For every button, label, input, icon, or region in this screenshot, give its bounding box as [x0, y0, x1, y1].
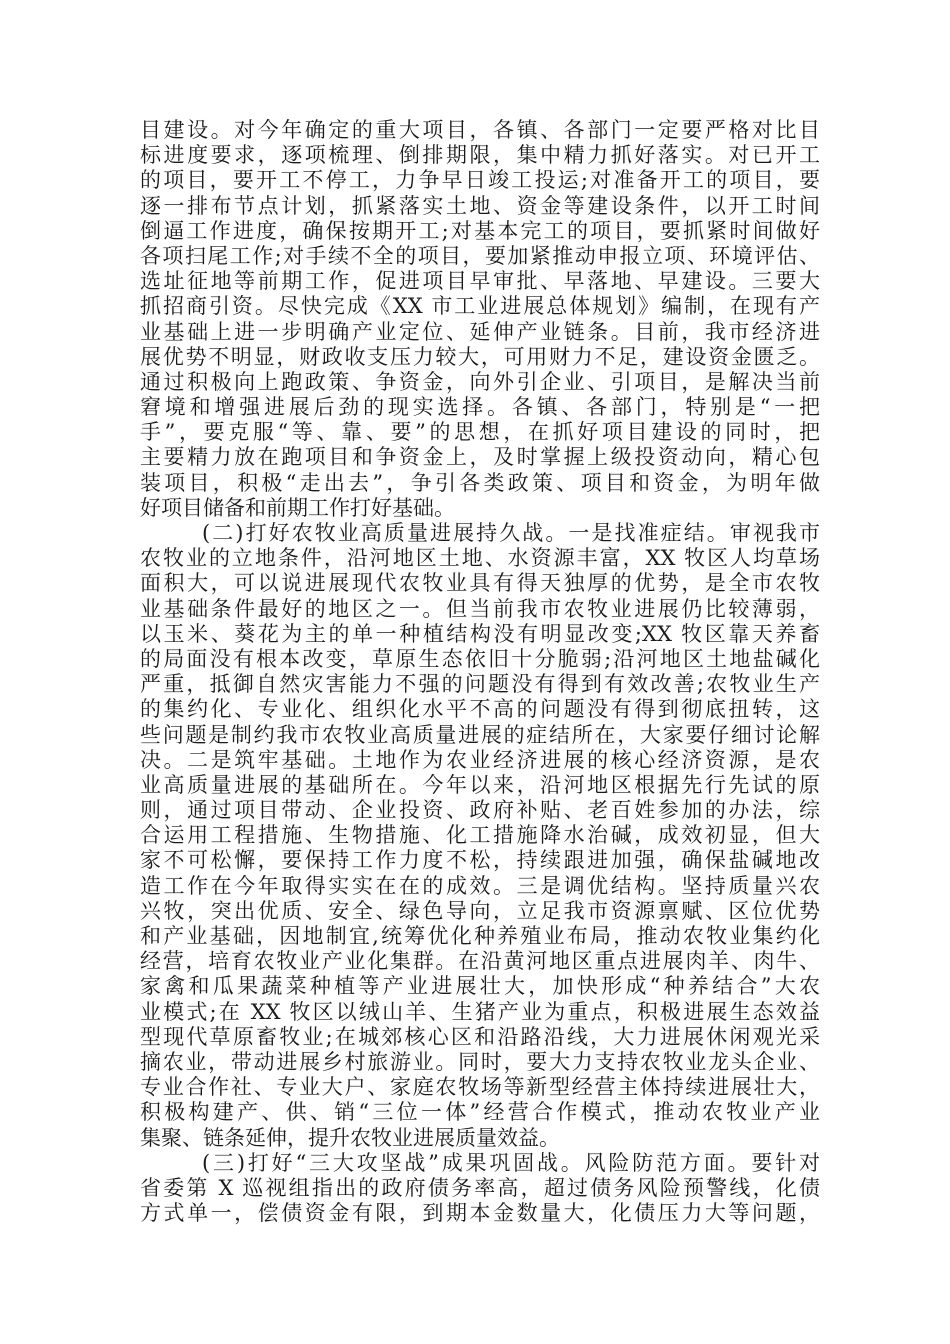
text-line: 省委第 X 巡视组指出的政府债务率高，超过债务风险预警线，化债 [140, 1175, 820, 1200]
text-line: 业模式;在 XX 牧区以绒山羊、生猪产业为重点，积极进展生态效益 [140, 999, 820, 1024]
text-line: 选址征地等前期工作，促进项目早审批、早落地、早建设。三要大 [140, 269, 820, 294]
text-line: 集聚、链条延伸，提升农牧业进展质量效益。 [140, 1125, 560, 1150]
text-line: 农牧业的立地条件，沿河地区土地、水资源丰富，XX 牧区人均草场 [140, 546, 820, 571]
text-line: 倒逼工作进度，确保按期开工;对基本完工的项目，要抓紧时间做好 [140, 218, 820, 243]
text-line: 摘农业，带动进展乡村旅游业。同时，要大力支持农牧业龙头企业、 [140, 1049, 820, 1074]
text-line: 和产业基础，因地制宜,统筹优化种养殖业布局，推动农牧业集约化 [140, 924, 820, 948]
text-line: 家禽和瓜果蔬菜种植等产业进展壮大，加快形成“种养结合”大农 [140, 974, 820, 999]
text-line: 业基础上进一步明确产业定位、延伸产业链条。目前，我市经济进 [140, 319, 820, 344]
text-line: 以玉米、葵花为主的单一种植结构没有明显改变;XX 牧区靠天养畜 [140, 621, 820, 646]
text-line: 业高质量进展的基础所在。今年以来，沿河地区根据先行先试的原 [140, 772, 820, 797]
text-line: 兴牧，突出优质、安全、绿色导向，立足我市资源禀赋、区位优势 [140, 898, 820, 923]
text-line: 些问题是制约我市农牧业高质量进展的症结所在，大家要仔细讨论解 [140, 722, 820, 747]
text-line: 型现代草原畜牧业;在城郊核心区和沿路沿线，大力进展休闲观光采 [140, 1024, 820, 1049]
text-line: 经营，培育农牧业产业化集群。在沿黄河地区重点进展肉羊、肉牛、 [140, 949, 820, 974]
text-line: 展优势不明显，财政收支压力较大，可用财力不足，建设资金匮乏。 [140, 344, 820, 369]
text-line: 装项目，积极“走出去”，争引各类政策、项目和资金，为明年做 [140, 470, 820, 495]
text-line: 目建设。对今年确定的重大项目，各镇、各部门一定要严格对比目 [140, 118, 820, 142]
text-line: 严重，抵御自然灾害能力不强的问题没有得到有效改善;农牧业生产 [140, 672, 820, 697]
text-line: 逐一排布节点计划，抓紧落实土地、资金等建设条件，以开工时间 [140, 193, 820, 218]
text-line: 主要精力放在跑项目和争资金上，及时掌握上级投资动向，精心包 [140, 445, 820, 470]
text-line: 的集约化、专业化、组织化水平不高的问题没有得到彻底扭转，这 [140, 697, 820, 722]
text-line: 通过积极向上跑政策、争资金，向外引企业、引项目，是解决当前 [140, 369, 820, 394]
text-line: 合运用工程措施、生物措施、化工措施降水治碱，成效初显，但大 [140, 823, 820, 848]
document-body [140, 118, 820, 1226]
text-line: 造工作在今年取得实实在在的成效。三是调优结构。坚持质量兴农 [140, 873, 820, 898]
text-line: 家不可松懈，要保持工作力度不松，持续跟进加强，确保盐碱地改 [140, 848, 820, 873]
text-line: 窘境和增强进展后劲的现实选择。各镇、各部门，特别是“一把 [140, 395, 820, 420]
text-line: 方式单一，偿债资金有限，到期本金数量大，化债压力大等问题， [140, 1201, 820, 1226]
text-line: (三)打好“三大攻坚战”成果巩固战。风险防范方面。要针对 [202, 1150, 820, 1175]
text-line: (二)打好农牧业高质量进展持久战。一是找准症结。审视我市 [202, 521, 820, 545]
text-line: 专业合作社、专业大户、家庭农牧场等新型经营主体持续进展壮大， [140, 1075, 820, 1100]
text-line: 手”，要克服“等、靠、要”的思想，在抓好项目建设的同时，把 [140, 420, 820, 445]
text-line: 抓招商引资。尽快完成《XX 市工业进展总体规划》编制，在现有产 [140, 294, 820, 319]
text-line: 的项目，要开工不停工，力争早日竣工投运;对准备开工的项目，要 [140, 168, 820, 193]
text-line: 各项扫尾工作;对手续不全的项目，要加紧推动申报立项、环境评估、 [140, 243, 820, 268]
text-line: 则，通过项目带动、企业投资、政府补贴、老百姓参加的办法，综 [140, 798, 820, 823]
text-line: 面积大，可以说进展现代农牧业具有得天独厚的优势，是全市农牧 [140, 571, 820, 596]
text-line: 业基础条件最好的地区之一。但当前我市农牧业进展仍比较薄弱， [140, 596, 820, 621]
text-line: 的局面没有根本改变，草原生态依旧十分脆弱;沿河地区土地盐碱化 [140, 646, 820, 671]
text-line: 标进度要求，逐项梳理、倒排期限，集中精力抓好落实。对已开工 [140, 143, 820, 168]
text-line: 积极构建产、供、销“三位一体”经营合作模式，推动农牧业产业 [140, 1100, 820, 1125]
text-line: 好项目储备和前期工作打好基础。 [140, 495, 455, 520]
text-line: 决。二是筑牢基础。土地作为农业经济进展的核心经济资源，是农 [140, 747, 820, 772]
